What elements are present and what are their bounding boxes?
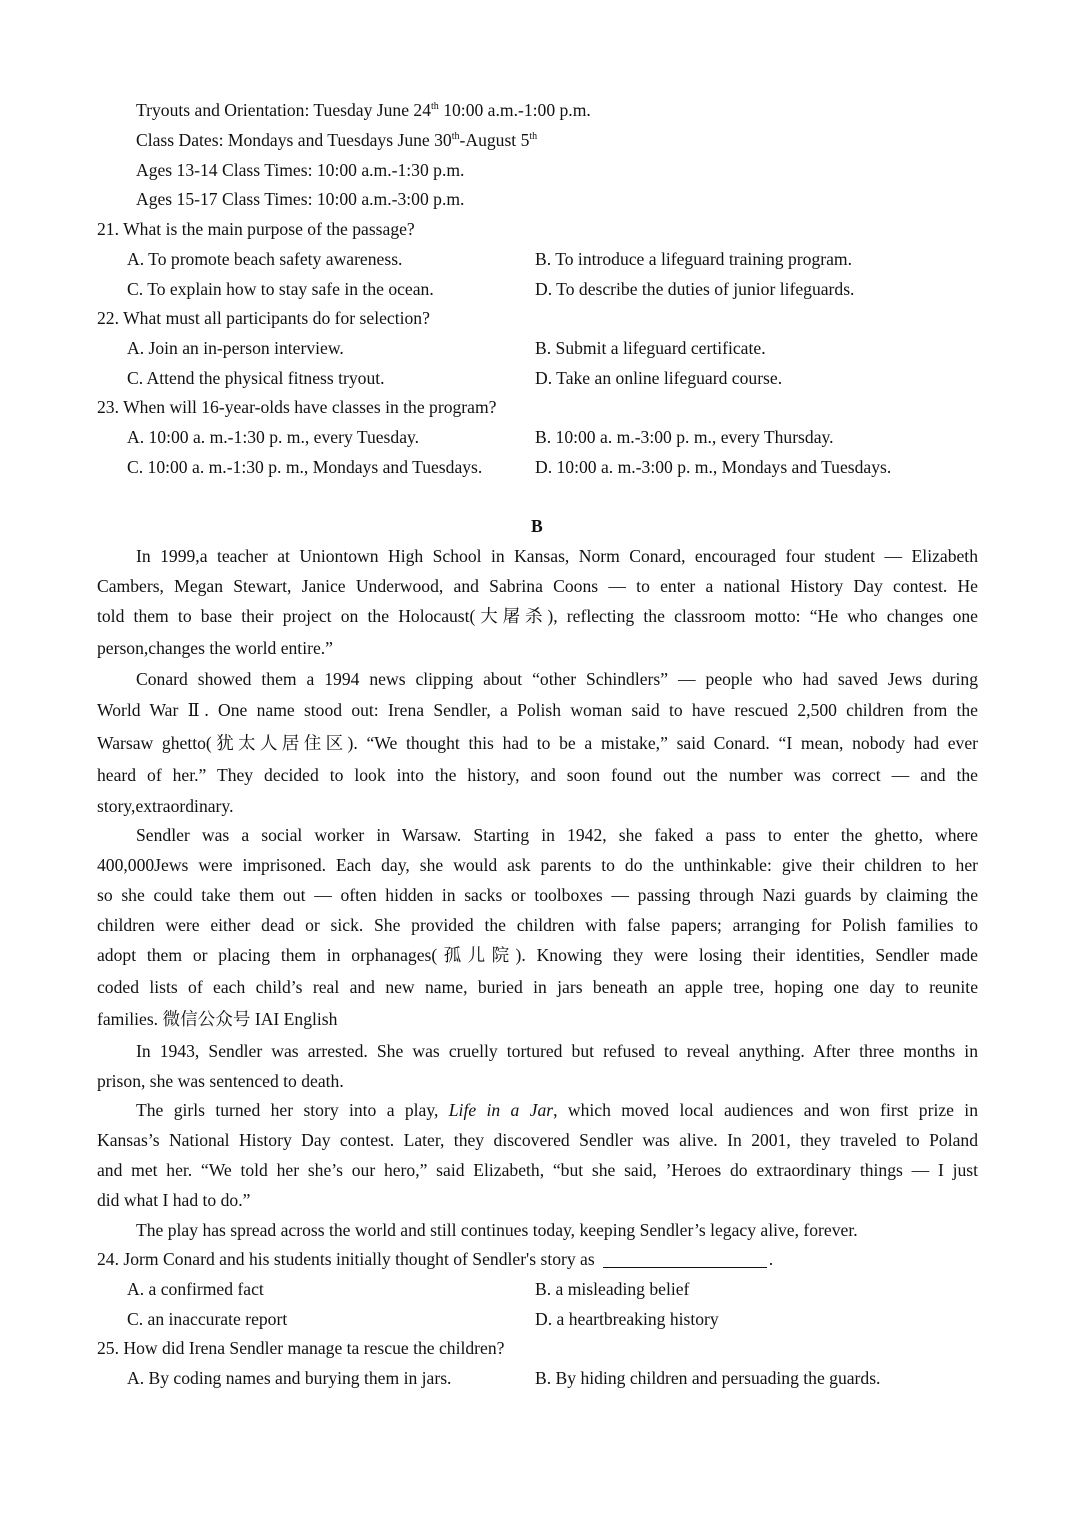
p1-line-1: In 1999,a teacher at Uniontown High School in Kansas, Norm Conard, encouraged four student — Elizabeth [136, 546, 978, 566]
ages-15-17-line: Ages 15-17 Class Times: 10:00 a.m.-3:00 p.m. [136, 189, 465, 209]
p5-line-1: The girls turned her story into a play, Life in a Jar, which moved local audiences and won first prize in [136, 1100, 978, 1120]
q25-option-b[interactable]: B. By hiding children and persuading the guards. [535, 1368, 881, 1388]
q24-option-b[interactable]: B. a misleading belief [535, 1279, 690, 1299]
q23-option-a[interactable]: A. 10:00 a. m.-1:30 p. m., every Tuesday. [127, 427, 420, 447]
question-23-stem: 23. When will 16-year-olds have classes in the program? [97, 397, 497, 417]
p3-line-7: families. 微信公众号 IAI English [97, 1009, 338, 1029]
p3-line-4: children were either dead or sick. She provided the children with false papers; arranging for Polish families to [97, 915, 978, 935]
p5-line-2: Kansas’s National History Day contest. Later, they discovered Sendler was alive. In 2001, they traveled to Poland [97, 1130, 978, 1150]
p5-line-3: and met her. “We told her she’s our hero,” said Elizabeth, “but she said, ’Heroes do extraordinary things — I just [97, 1160, 978, 1180]
q25-option-a[interactable]: A. By coding names and burying them in jars. [127, 1368, 452, 1388]
p3-line-5: adopt them or placing them in orphanages(孤儿院). Knowing they were losing their identities, Sendler made [97, 945, 978, 965]
p4-line-1: In 1943, Sendler was arrested. She was cruelly tortured but refused to reveal anything. After three months in [136, 1041, 978, 1061]
question-21-stem: 21. What is the main purpose of the passage? [97, 219, 415, 239]
q23-option-b[interactable]: B. 10:00 a. m.-3:00 p. m., every Thursday. [535, 427, 834, 447]
p2-line-1: Conard showed them a 1994 news clipping about “other Schindlers” — people who had saved Jews during [136, 669, 978, 689]
q24-option-d[interactable]: D. a heartbreaking history [535, 1309, 719, 1329]
q22-option-d[interactable]: D. Take an online lifeguard course. [535, 368, 783, 388]
class-dates-line: Class Dates: Mondays and Tuesdays June 30th-August 5th [136, 130, 538, 150]
q21-option-c[interactable]: C. To explain how to stay safe in the ocean. [127, 279, 434, 299]
p1-line-4: person,changes the world entire.” [97, 638, 333, 658]
p2-line-3: Warsaw ghetto(犹太人居住区). “We thought this had to be a mistake,” said Conard. “I mean, nobody had ever [97, 733, 978, 753]
p6-line-1: The play has spread across the world and still continues today, keeping Sendler’s legacy alive, forever. [136, 1220, 858, 1240]
p4-line-2: prison, she was sentenced to death. [97, 1071, 344, 1091]
q22-option-c[interactable]: C. Attend the physical fitness tryout. [127, 368, 385, 388]
q21-option-b[interactable]: B. To introduce a lifeguard training program. [535, 249, 852, 269]
p1-line-2: Cambers, Megan Stewart, Janice Underwood, and Sabrina Coons — to enter a national History Day contest. He [97, 576, 978, 596]
q21-option-a[interactable]: A. To promote beach safety awareness. [127, 249, 403, 269]
p5-line-4: did what I had to do.” [97, 1190, 251, 1210]
q24-option-a[interactable]: A. a confirmed fact [127, 1279, 264, 1299]
q24-option-c[interactable]: C. an inaccurate report [127, 1309, 288, 1329]
answer-blank[interactable] [603, 1251, 767, 1268]
tryouts-line: Tryouts and Orientation: Tuesday June 24th 10:00 a.m.-1:00 p.m. [136, 100, 591, 120]
section-b-heading: B [531, 516, 543, 536]
ages-13-14-line: Ages 13-14 Class Times: 10:00 a.m.-1:30 p.m. [136, 160, 465, 180]
p3-line-3: so she could take them out — often hidden in sacks or toolboxes — passing through Nazi guards by claiming the [97, 885, 978, 905]
q23-option-d[interactable]: D. 10:00 a. m.-3:00 p. m., Mondays and Tuesdays. [535, 457, 892, 477]
question-25-stem: 25. How did Irena Sendler manage ta rescue the children? [97, 1338, 505, 1358]
p2-line-4: heard of her.” They decided to look into the history, and soon found out the number was correct — and the [97, 765, 978, 785]
q22-option-b[interactable]: B. Submit a lifeguard certificate. [535, 338, 766, 358]
p2-line-5: story,extraordinary. [97, 796, 234, 816]
p3-line-1: Sendler was a social worker in Warsaw. Starting in 1942, she faked a pass to enter the ghetto, where [136, 825, 978, 845]
p3-line-2: 400,000Jews were imprisoned. Each day, she would ask parents to do the unthinkable: give their children to her [97, 855, 978, 875]
p3-line-6: coded lists of each child’s real and new name, buried in jars beneath an apple tree, hoping one day to reunite [97, 977, 978, 997]
q23-option-c[interactable]: C. 10:00 a. m.-1:30 p. m., Mondays and Tuesdays. [127, 457, 483, 477]
p2-line-2: World War Ⅱ. One name stood out: Irena Sendler, a Polish woman said to have rescued 2,500 children from the [97, 700, 978, 720]
q22-option-a[interactable]: A. Join an in-person interview. [127, 338, 344, 358]
p1-line-3: told them to base their project on the Holocaust(大屠杀), reflecting the classroom motto: “He who changes one [97, 606, 978, 626]
play-title: Life in a Jar [448, 1100, 554, 1120]
q21-option-d[interactable]: D. To describe the duties of junior lifeguards. [535, 279, 855, 299]
question-22-stem: 22. What must all participants do for selection? [97, 308, 430, 328]
question-24-stem: 24. Jorm Conard and his students initially thought of Sendler's story as . [97, 1249, 774, 1269]
